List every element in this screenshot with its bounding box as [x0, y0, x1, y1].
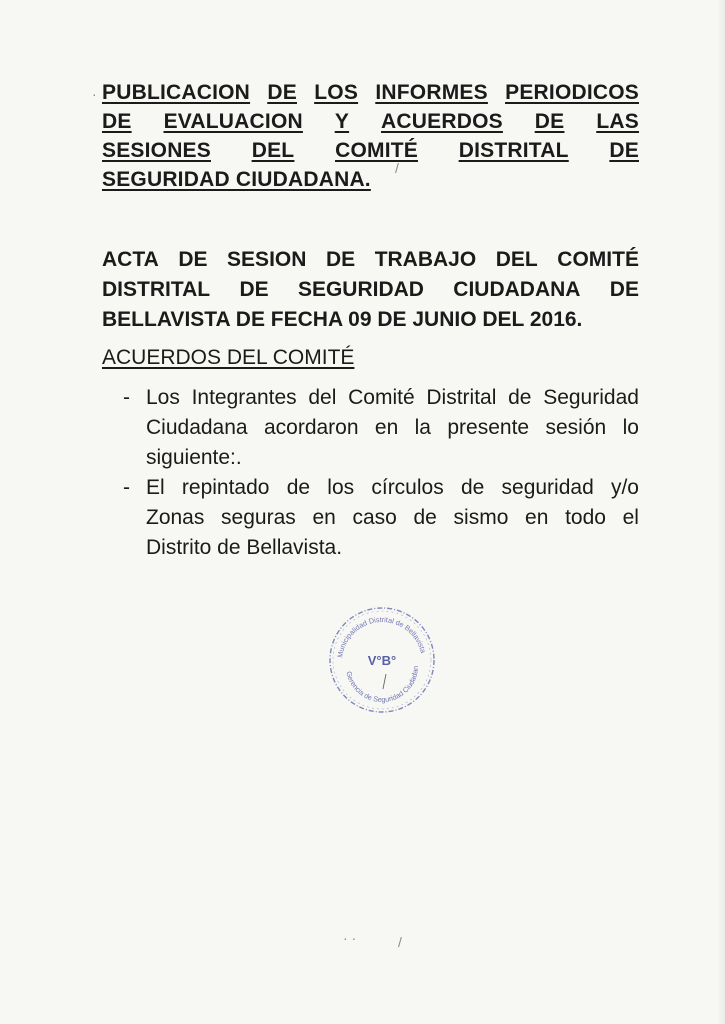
title-line	[102, 78, 639, 107]
title-word: PUBLICACION	[102, 81, 251, 104]
acta-word: DE	[609, 278, 639, 301]
agreement-word: todo	[565, 506, 606, 529]
agreement-word: El	[146, 476, 165, 499]
acta-word: DE	[178, 248, 208, 271]
title-word: DEL	[251, 139, 295, 162]
title-line: SEGURIDAD CIUDADANA.	[102, 168, 371, 191]
acta-word: SESION	[227, 248, 307, 271]
title-word: SESIONES	[102, 139, 211, 162]
agreement-word: sesión	[545, 416, 607, 439]
agreement-word: acordaron	[263, 416, 359, 439]
acta-word: DISTRITAL	[102, 278, 211, 301]
agreement-word: círculos	[371, 476, 444, 499]
agreement-word: en	[312, 506, 336, 529]
title-word: ACUERDOS	[381, 110, 503, 133]
acta-word: DE	[325, 248, 356, 271]
agreement-word: presente	[447, 416, 530, 439]
agreement-word: en	[374, 416, 399, 439]
title-word: PERIODICOS	[505, 81, 639, 104]
agreement-item	[123, 383, 639, 473]
agreement-line	[146, 473, 639, 503]
scan-edge-shadow	[717, 0, 725, 1024]
acta-word: ACTA	[102, 248, 159, 271]
dash-bullet: -	[123, 386, 130, 409]
agreement-line	[146, 503, 639, 533]
agreement-word: de	[508, 386, 532, 409]
acta-word: TRABAJO	[374, 248, 477, 271]
stamp-bottom-text: Gerencia de Seguridad Ciudadan	[344, 665, 421, 705]
agreement-word: sismo	[453, 506, 509, 529]
stamp-top-text: Municipalidad Distrital de Bellavista	[335, 614, 428, 659]
title-word: COMITÉ	[335, 139, 418, 162]
agreement-word: el	[622, 506, 639, 529]
agreements-list	[123, 383, 639, 563]
title-word: LOS	[314, 81, 359, 104]
title-word: DE	[609, 139, 639, 162]
agreement-word: Ciudadana	[146, 416, 248, 439]
agreement-word: Los	[146, 386, 180, 409]
section-heading: ACUERDOS DEL COMITÉ	[102, 346, 355, 369]
acta-word: CIUDADANA	[453, 278, 581, 301]
acta-heading	[102, 245, 639, 335]
acta-word: DEL	[495, 248, 538, 271]
agreement-word: de	[286, 476, 311, 499]
agreement-item	[123, 473, 639, 563]
agreement-line: siguiente:.	[146, 446, 242, 469]
acta-word: DE	[239, 278, 269, 301]
agreement-word: lo	[622, 416, 639, 439]
title-word: DE	[102, 110, 132, 133]
agreement-word: la	[414, 416, 431, 439]
acta-line: BELLAVISTA DE FECHA 09 DE JUNIO DEL 2016.	[102, 308, 583, 331]
agreement-word: los	[327, 476, 355, 499]
scan-speck-icon: · ·	[343, 930, 357, 946]
stamp-center-text: V°B°	[367, 653, 397, 668]
title-word: Y	[334, 110, 350, 133]
pen-tick-icon: /	[395, 160, 399, 176]
title-line	[102, 107, 639, 136]
title-line	[102, 136, 639, 165]
agreement-word: de	[460, 476, 485, 499]
agreement-word: Comité	[348, 386, 415, 409]
acta-line	[102, 275, 639, 305]
pen-mark-icon	[383, 674, 386, 689]
agreement-word: repintado	[181, 476, 270, 499]
document-title	[102, 78, 639, 194]
agreement-word: caso	[352, 506, 397, 529]
scan-speck-icon: ·	[92, 86, 97, 102]
approval-stamp	[326, 604, 438, 716]
agreement-word: del	[308, 386, 337, 409]
stamp-seal-icon	[326, 604, 438, 716]
title-word: DE	[267, 81, 297, 104]
acta-line	[102, 245, 639, 275]
acta-word: SEGURIDAD	[297, 278, 424, 301]
agreement-line	[146, 383, 639, 413]
agreement-word: en	[525, 506, 549, 529]
agreement-word: Seguridad	[543, 386, 639, 409]
title-word: INFORMES	[375, 81, 488, 104]
title-word: DE	[534, 110, 565, 133]
title-word: LAS	[596, 110, 639, 133]
title-word: DISTRITAL	[458, 139, 569, 162]
pen-tick-icon: /	[398, 934, 402, 950]
agreement-word: Distrital	[426, 386, 497, 409]
agreement-word: de	[413, 506, 437, 529]
title-word: EVALUACION	[163, 110, 303, 133]
agreement-word: seguras	[221, 506, 296, 529]
dash-bullet: -	[123, 476, 130, 499]
acta-word: COMITÉ	[557, 248, 639, 271]
agreement-word: y/o	[610, 476, 639, 499]
agreement-line	[146, 413, 639, 443]
agreement-word: Integrantes	[191, 386, 297, 409]
agreement-word: seguridad	[501, 476, 594, 499]
agreement-word: Zonas	[146, 506, 205, 529]
agreement-line: Distrito de Bellavista.	[146, 536, 343, 559]
